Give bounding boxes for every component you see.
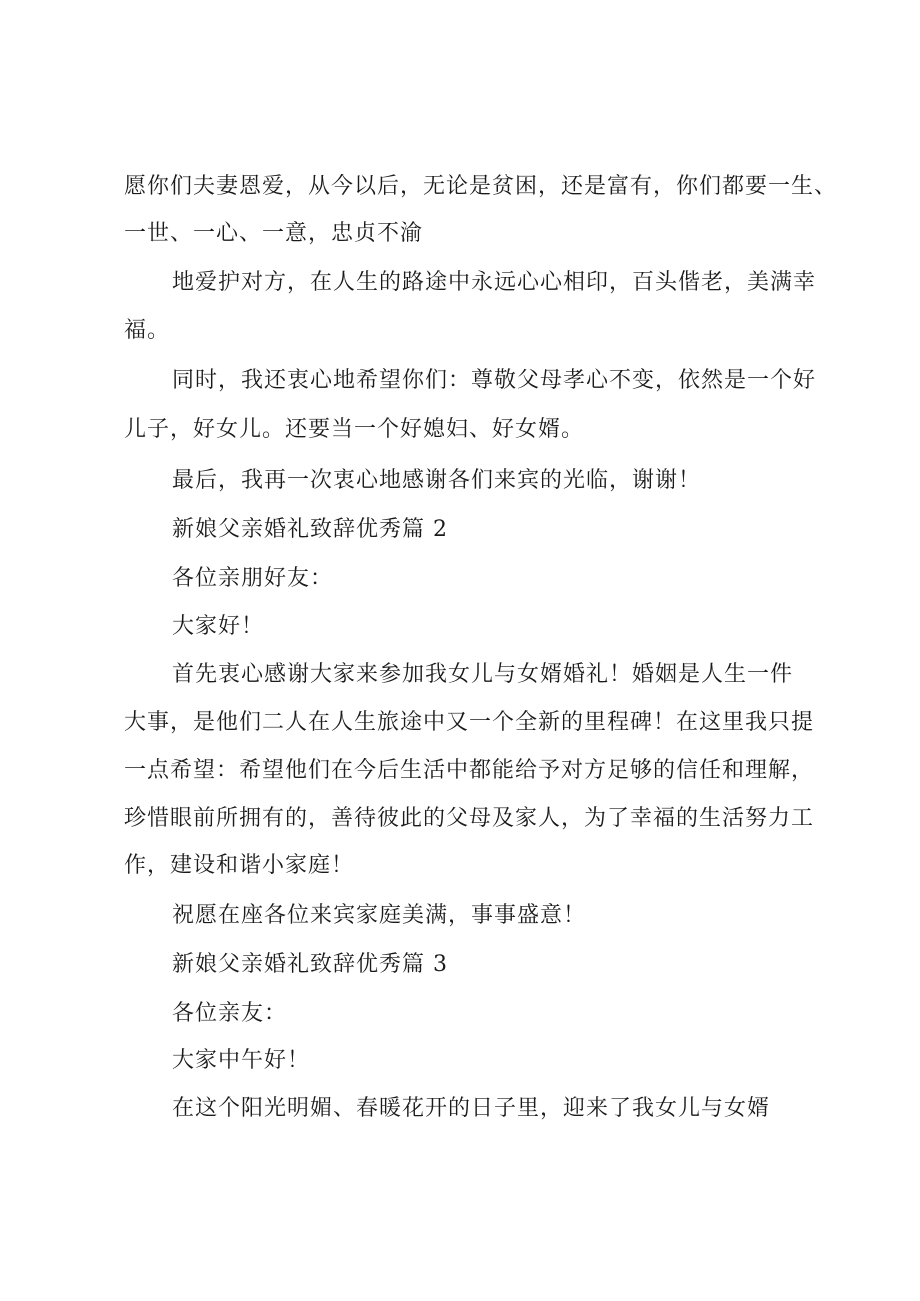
greeting: 大家好！ — [172, 614, 265, 639]
salutation: 各位亲朋好友： — [172, 566, 334, 591]
paragraph-start: 地爱护对方，在人生的路途中永远心心相印，百头偕老，美满幸 — [172, 270, 817, 295]
text-line: 珍惜眼前所拥有的，善待彼此的父母及家人，为了幸福的生活努力工 — [124, 806, 815, 831]
paragraph-start: 最后，我再一次衷心地感谢各们来宾的光临，谢谢！ — [172, 468, 702, 493]
greeting: 大家中午好！ — [172, 1048, 311, 1073]
text-line: 一世、一心、一意，忠贞不渝 — [124, 221, 424, 246]
text-line: 大事，是他们二人在人生旅途中又一个全新的里程碑！在这里我只提 — [124, 710, 815, 735]
text-line: 作，建设和谐小家庭！ — [124, 853, 355, 878]
paragraph-start: 首先衷心感谢大家来参加我女儿与女婿婚礼！婚姻是人生一件 — [172, 662, 794, 687]
paragraph-start: 祝愿在座各位来宾家庭美满，事事盛意！ — [172, 903, 587, 928]
salutation: 各位亲友： — [172, 1001, 288, 1026]
text-line: 儿子，好女儿。还要当一个好媳妇、好女婿。 — [124, 417, 585, 442]
paragraph-start: 同时，我还衷心地希望你们：尊敬父母孝心不变，依然是一个好 — [172, 368, 817, 393]
paragraph-start: 在这个阳光明媚、春暖花开的日子里，迎来了我女儿与女婿 — [172, 1096, 771, 1121]
section-heading: 新娘父亲婚礼致辞优秀篇 3 — [172, 952, 448, 977]
text-line: 愿你们夫妻恩爱，从今以后，无论是贫困，还是富有，你们都要一生、 — [124, 174, 838, 199]
text-line: 福。 — [124, 318, 171, 343]
section-heading: 新娘父亲婚礼致辞优秀篇 2 — [172, 517, 448, 542]
text-line: 一点希望：希望他们在今后生活中都能给予对方足够的信任和理解， — [124, 758, 815, 783]
